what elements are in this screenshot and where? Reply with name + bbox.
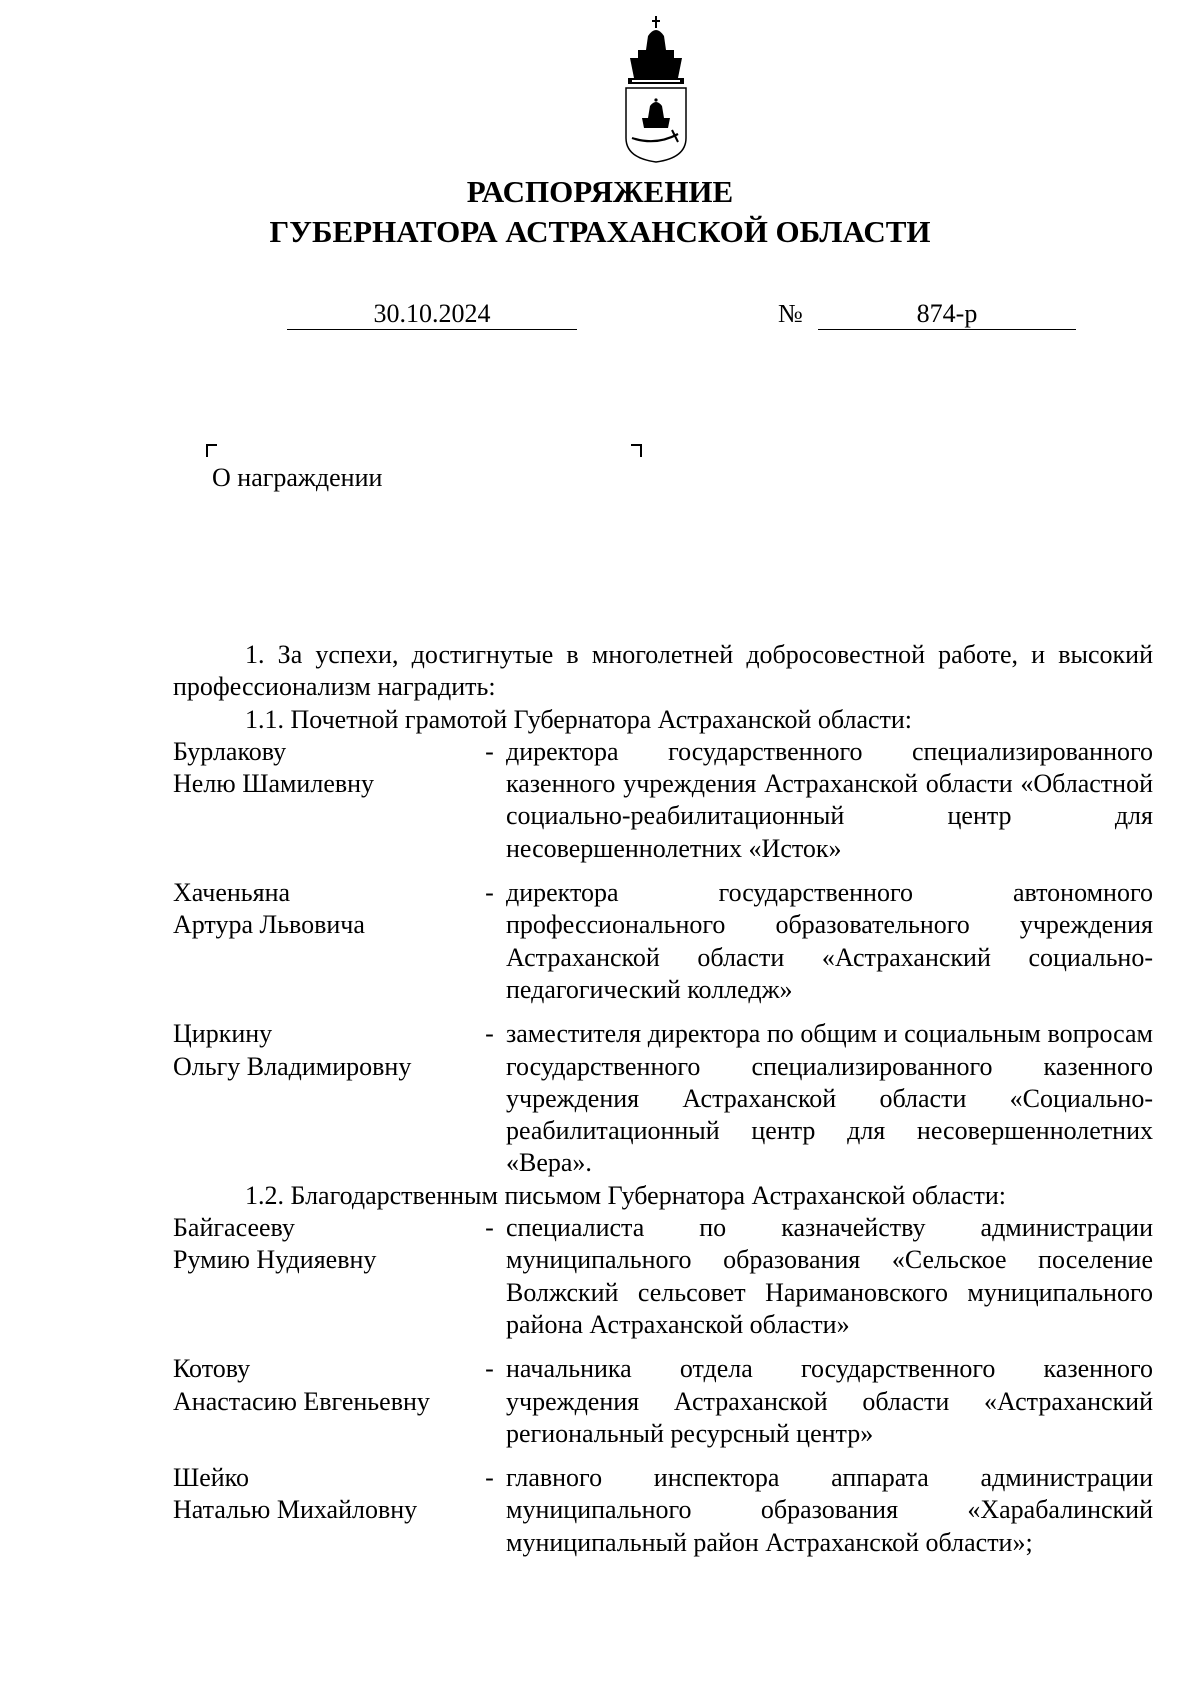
paragraph-1: 1. За успехи, достигнутые в многолетней добросовестной работе, и высокий профессионализм наградить: xyxy=(173,640,1153,702)
awardee-given-names: Наталью Михайловну xyxy=(173,1495,418,1525)
section-2-heading: 1.2. Благодарственным письмом Губернатора Астраханской области: xyxy=(245,1180,1006,1210)
dash-separator: - xyxy=(485,1463,494,1493)
award-entry xyxy=(173,1018,1153,1179)
awardee-position: начальника отдела государственного казенного учреждения Астраханской области «Астраханский региональный ресурсный центр» xyxy=(506,1354,1153,1448)
dash-separator: - xyxy=(485,878,494,908)
corner-mark-left xyxy=(206,444,217,457)
award-entry xyxy=(173,1353,1153,1450)
awardee-given-names: Ольгу Владимировну xyxy=(173,1051,412,1081)
award-entry xyxy=(173,736,1153,865)
awardee-name xyxy=(173,1212,473,1341)
awardee-surname: Байгасееву xyxy=(173,1213,295,1243)
award-entry xyxy=(173,877,1153,1006)
dash-separator: - xyxy=(485,1019,494,1049)
document-date: 30.10.2024 xyxy=(287,299,577,330)
dash-separator: - xyxy=(485,736,494,766)
awardee-name xyxy=(173,1462,473,1559)
awardee-name xyxy=(173,1018,473,1179)
awardee-given-names: Нелю Шамилевну xyxy=(173,769,375,799)
corner-mark-right xyxy=(631,444,642,457)
document-title: РАСПОРЯЖЕНИЕ xyxy=(466,174,734,209)
astrakhan-coat-of-arms-icon xyxy=(620,14,692,164)
number-sign: № xyxy=(778,299,803,328)
awardee-surname: Бурлакову xyxy=(173,736,287,766)
document-number: 874-р xyxy=(818,299,1076,330)
dash-separator: - xyxy=(485,1213,494,1243)
awardee-given-names: Румию Нудияевну xyxy=(173,1245,377,1275)
awardee-position: специалиста по казначейству администрации муниципального образования «Сельское поселение Волжский сельсовет Наримановского муниципального района Астраханской области» xyxy=(506,1213,1153,1339)
awardee-position: главного инспектора аппарата администрации муниципального образования «Харабалинский муниципальный район Астраханской области»; xyxy=(506,1463,1153,1557)
awardee-surname: Хаченьяна xyxy=(173,878,291,908)
section-1-heading: 1.1. Почетной грамотой Губернатора Астраханской области: xyxy=(245,704,913,734)
document-subject: О награждении xyxy=(212,463,383,492)
awardee-position: директора государственного автономного профессионального образовательного учреждения Астраханской области «Астраханский социально-педагогический колледж» xyxy=(506,878,1153,1004)
awardee-position: заместителя директора по общим и социальным вопросам государственного специализированного казенного учреждения Астраханской области «Социально-реабилитационный центр для несовершеннолетних «Вера». xyxy=(506,1019,1153,1178)
awardee-position: директора государственного специализированного казенного учреждения Астраханской области «Областной социально-реабилитационный центр для несовершеннолетних «Исток» xyxy=(506,736,1153,863)
awardee-given-names: Артура Львовича xyxy=(173,910,365,940)
award-entry xyxy=(173,1212,1153,1341)
awardee-surname: Котову xyxy=(173,1354,251,1384)
awardee-given-names: Анастасию Евгеньевну xyxy=(173,1386,430,1416)
award-entry xyxy=(173,1462,1153,1559)
dash-separator: - xyxy=(485,1354,494,1384)
awardee-name xyxy=(173,736,473,865)
document-body xyxy=(173,639,1153,1559)
awardee-surname: Шейко xyxy=(173,1463,249,1493)
awardee-name xyxy=(173,877,473,1006)
document-issuer: ГУБЕРНАТОРА АСТРАХАНСКОЙ ОБЛАСТИ xyxy=(269,214,931,249)
awardee-surname: Циркину xyxy=(173,1019,273,1049)
awardee-name xyxy=(173,1353,473,1450)
